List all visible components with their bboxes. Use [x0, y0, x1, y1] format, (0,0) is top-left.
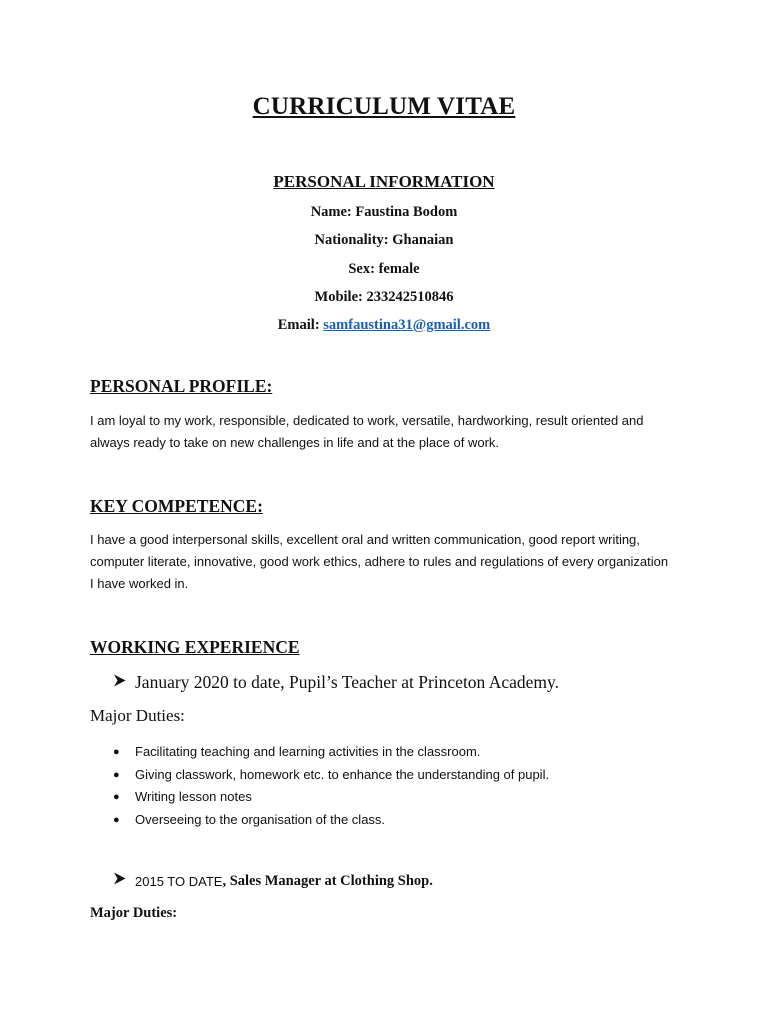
personal-profile-text: I am loyal to my work, responsible, dedicated to work, versatile, hardworking, result oriented and always ready to take on new challenges in life and at the place of work.	[90, 413, 644, 450]
bullet-dot-icon: ●	[113, 791, 120, 803]
bullet-dot-icon: ●	[113, 746, 120, 758]
arrow-bullet-icon	[113, 674, 135, 692]
personal-profile-heading: PERSONAL PROFILE:	[90, 376, 273, 396]
bullet-dot-icon: ●	[113, 813, 120, 826]
sex-line: Sex: female	[348, 261, 420, 277]
bullet-dot-icon: ●	[113, 768, 120, 781]
job-title-line: January 2020 to date, Pupil’s Teacher at Princeton Academy.	[135, 672, 560, 692]
list-item	[113, 809, 549, 832]
name-line: Name: Faustina Bodom	[310, 204, 458, 220]
duty-text: Facilitating teaching and learning activities in the classroom.	[135, 744, 481, 759]
major-duties-label: Major Duties:	[90, 905, 178, 921]
job-title-line: , Sales Manager at Clothing Shop.	[222, 872, 433, 889]
key-competence-heading: KEY COMPETENCE:	[90, 496, 263, 516]
job-date: 2015 TO DATE	[135, 873, 223, 889]
email-line	[0, 317, 768, 334]
duty-text: Writing lesson notes	[135, 789, 252, 804]
job-entry-teacher	[113, 672, 559, 693]
list-item	[113, 764, 549, 787]
working-experience-heading: WORKING EXPERIENCE	[90, 637, 300, 657]
list-item	[113, 786, 549, 809]
duty-text: Giving classwork, homework etc. to enhance the understanding of pupil.	[135, 766, 550, 782]
mobile-line: Mobile: 233242510846	[314, 289, 454, 305]
duties-list	[113, 741, 549, 831]
duty-text: Overseeing to the organisation of the class.	[135, 811, 386, 827]
arrow-bullet-icon	[113, 872, 135, 890]
list-item	[113, 741, 549, 764]
personal-information-heading: PERSONAL INFORMATION	[273, 172, 495, 191]
key-competence-text: I have a good interpersonal skills, excellent oral and written communication, good report writing, computer literate, innovative, good work ethics, adhere to rules and regulations of every organization I have worked in.	[90, 532, 669, 591]
email-label: Email:	[277, 317, 324, 333]
job-entry-sales-manager	[113, 872, 433, 890]
document-title: CURRICULUM VITAE	[252, 93, 516, 120]
major-duties-label: Major Duties:	[90, 706, 185, 725]
nationality-line: Nationality: Ghanaian	[314, 232, 454, 248]
email-link[interactable]: samfaustina31@gmail.com	[323, 317, 491, 333]
